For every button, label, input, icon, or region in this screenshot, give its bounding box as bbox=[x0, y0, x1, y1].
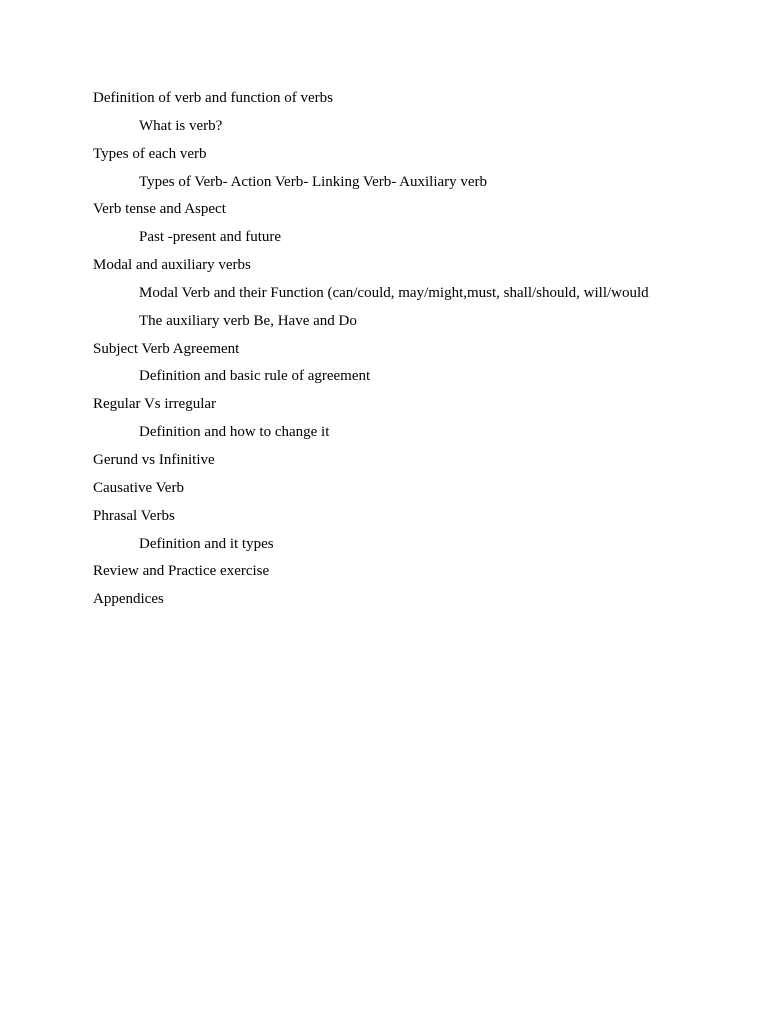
outline-heading: Subject Verb Agreement bbox=[93, 340, 240, 357]
outline-heading: Modal and auxiliary verbs bbox=[93, 257, 251, 274]
outline-heading: Gerund vs Infinitive bbox=[93, 451, 215, 468]
outline-heading: Phrasal Verbs bbox=[93, 507, 175, 524]
outline-heading: Definition of verb and function of verbs bbox=[93, 90, 333, 106]
outline-heading: Regular Vs irregular bbox=[93, 396, 217, 413]
outline-subitem: Definition and how to change it bbox=[139, 424, 330, 441]
outline-heading: Verb tense and Aspect bbox=[93, 201, 226, 218]
outline-subitem: Types of Verb- Action Verb- Linking Verb- Auxiliary verb bbox=[139, 173, 488, 190]
outline-subitem: What is verb? bbox=[139, 117, 223, 134]
topic-outline bbox=[93, 85, 733, 614]
outline-subitem: Past -present and future bbox=[139, 229, 282, 246]
outline-heading: Review and Practice exercise bbox=[93, 563, 270, 580]
outline-subitem: Definition and basic rule of agreement bbox=[139, 368, 371, 385]
outline-heading: Appendices bbox=[93, 591, 164, 608]
outline-subitem: Definition and it types bbox=[139, 535, 274, 552]
outline-subitem: Modal Verb and their Function (can/could, may/might,must, shall/should, will/would bbox=[139, 284, 649, 301]
outline-heading: Types of each verb bbox=[93, 145, 207, 162]
outline-heading: Causative Verb bbox=[93, 479, 184, 496]
outline-subitem: The auxiliary verb Be, Have and Do bbox=[139, 312, 357, 329]
